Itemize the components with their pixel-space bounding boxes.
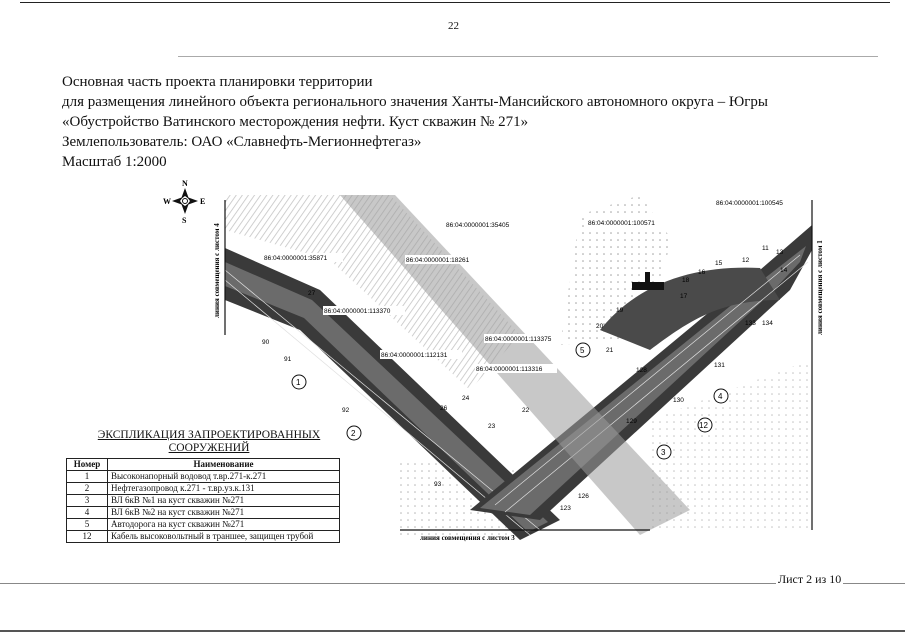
point-label: 26 (440, 405, 448, 412)
point-label: 11 (762, 245, 769, 252)
compass-s: S (182, 216, 187, 225)
cadastral-label: 86:04:0000001:100545 (716, 200, 783, 207)
object-marker: 1 (296, 378, 301, 387)
title-line: для размещения линейного объекта регионального значения Ханты-Мансийского автономного округа – Югры (62, 94, 768, 110)
point-label: 92 (342, 407, 350, 414)
point-label: 90 (262, 339, 270, 346)
match-line-bottom: линия совмещения с листом 3 (420, 534, 515, 542)
point-label: 19 (616, 307, 624, 314)
cadastral-label: 86:04:0000001:35405 (446, 222, 510, 229)
land-user-line: Землепользователь: ОАО «Славнефть-Мегионнефтегаз» (62, 134, 422, 150)
legend-table (66, 458, 340, 543)
table-row: 1 Высоконапорный водовод т.вр.271-к.271 (67, 471, 340, 483)
compass-n: N (182, 180, 188, 188)
point-label: 17 (680, 293, 688, 300)
cadastral-label: 86:04:0000001:112131 (381, 352, 448, 359)
cadastral-label: 86:04:0000001:113370 (324, 308, 391, 315)
legend-title: ЭКСПЛИКАЦИЯ ЗАПРОЕКТИРОВАННЫХ СООРУЖЕНИЙ (97, 429, 321, 454)
match-line-right: линия совмещения с листом 1 (816, 240, 824, 335)
point-label: 18 (682, 277, 690, 284)
legend-col-name: Наименование (108, 459, 340, 471)
compass-e: E (200, 197, 206, 206)
point-label: 12 (742, 257, 750, 264)
point-label: 131 (714, 362, 725, 369)
header-rule (178, 56, 878, 57)
cadastral-label: 86:04:0000001:113316 (476, 366, 543, 373)
sheet-label: Лист 2 из 10 (778, 572, 842, 586)
point-label: 128 (636, 367, 647, 374)
point-label: 93 (434, 481, 442, 488)
object-marker: 5 (580, 346, 585, 355)
cadastral-label: 86:04:0000001:18261 (406, 257, 470, 264)
point-label: 23 (488, 423, 496, 430)
point-label: 133 (745, 320, 756, 327)
cadastral-label: 86:04:0000001:35871 (264, 255, 328, 262)
object-marker: 12 (699, 421, 708, 430)
point-label: 91 (284, 356, 292, 363)
point-label: 13 (776, 249, 784, 256)
compass-w: W (163, 197, 171, 206)
point-label: 130 (673, 397, 684, 404)
title-block (62, 72, 768, 172)
cadastral-label: 86:04:0000001:100571 (588, 220, 655, 227)
point-label: 129 (626, 418, 637, 425)
point-label: 22 (522, 407, 530, 414)
point-label: 27 (308, 290, 316, 297)
top-border (20, 2, 890, 3)
page-number: 22 (448, 20, 459, 32)
point-label: 123 (560, 505, 571, 512)
bottom-border (0, 630, 905, 632)
table-row: 4 ВЛ 6кВ №2 на куст скважин №271 (67, 507, 340, 519)
table-row: 12 Кабель высоковольтный в траншее, защищен трубой (67, 531, 340, 543)
table-row: 2 Нефтегазопровод к.271 - т.вр.уз.к.131 (67, 483, 340, 495)
point-label: 14 (780, 267, 788, 274)
point-label: 21 (606, 347, 614, 354)
object-marker: 3 (661, 448, 666, 457)
point-label: 126 (578, 493, 589, 500)
point-label: 16 (698, 269, 706, 276)
match-line-left: линия совмещения с листом 4 (213, 223, 221, 318)
object-marker: 2 (351, 429, 356, 438)
cadastral-label: 86:04:0000001:113375 (485, 336, 552, 343)
table-row: 5 Автодорога на куст скважин №271 (67, 519, 340, 531)
table-row: 3 ВЛ 6кВ №1 на куст скважин №271 (67, 495, 340, 507)
scale-line: Масштаб 1:2000 (62, 154, 167, 170)
title-line: «Обустройство Ватинского месторождения нефти. Куст скважин № 271» (62, 114, 529, 130)
object-marker: 4 (718, 392, 723, 401)
footer-rule (0, 583, 905, 584)
title-line: Основная часть проекта планировки территории (62, 74, 373, 90)
compass-rose (163, 180, 205, 225)
point-label: 20 (596, 323, 604, 330)
point-label: 15 (715, 260, 723, 267)
legend-col-num: Номер (67, 459, 108, 471)
point-label: 134 (762, 320, 773, 327)
point-label: 24 (462, 395, 470, 402)
marker-block (632, 282, 664, 290)
